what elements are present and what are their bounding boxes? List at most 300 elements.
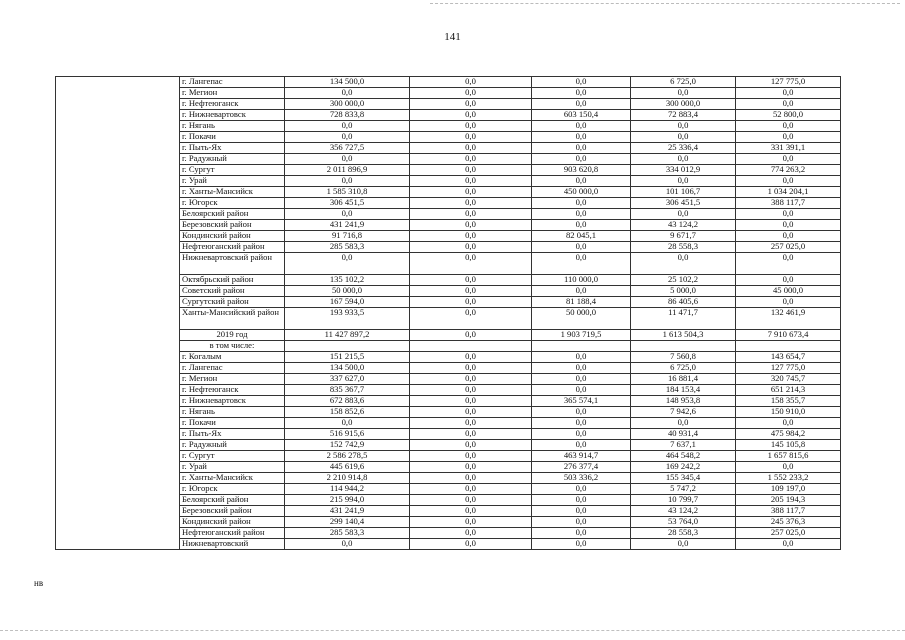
table-row bbox=[56, 209, 841, 220]
value-cell: 0,0 bbox=[410, 253, 532, 275]
value-cell: 0,0 bbox=[410, 528, 532, 539]
blank-left-cell bbox=[56, 242, 180, 253]
blank-left-cell bbox=[56, 385, 180, 396]
value-cell: 0,0 bbox=[532, 154, 631, 165]
blank-left-cell bbox=[56, 462, 180, 473]
value-cell: 0,0 bbox=[532, 286, 631, 297]
scan-bottom-edge bbox=[0, 630, 905, 631]
value-cell: 0,0 bbox=[532, 517, 631, 528]
value-cell: 0,0 bbox=[410, 209, 532, 220]
value-cell: 445 619,6 bbox=[285, 462, 410, 473]
value-cell: 0,0 bbox=[410, 220, 532, 231]
value-cell: 0,0 bbox=[631, 253, 736, 275]
value-cell: 0,0 bbox=[410, 143, 532, 154]
value-cell: 431 241,9 bbox=[285, 506, 410, 517]
value-cell: 0,0 bbox=[410, 484, 532, 495]
table-row bbox=[56, 363, 841, 374]
value-cell: 151 215,5 bbox=[285, 352, 410, 363]
value-cell: 72 883,4 bbox=[631, 110, 736, 121]
value-cell: 516 915,6 bbox=[285, 429, 410, 440]
value-cell bbox=[736, 341, 841, 352]
territory-name-cell: г. Нягань bbox=[180, 407, 285, 418]
value-cell: 2 011 896,9 bbox=[285, 165, 410, 176]
value-cell: 0,0 bbox=[736, 231, 841, 242]
value-cell: 0,0 bbox=[410, 242, 532, 253]
value-cell: 82 045,1 bbox=[532, 231, 631, 242]
table-row bbox=[56, 495, 841, 506]
value-cell: 0,0 bbox=[410, 385, 532, 396]
value-cell: 1 613 504,3 bbox=[631, 330, 736, 341]
value-cell: 11 471,7 bbox=[631, 308, 736, 330]
territory-name-cell: г. Мегион bbox=[180, 88, 285, 99]
value-cell: 257 025,0 bbox=[736, 242, 841, 253]
blank-left-cell bbox=[56, 528, 180, 539]
value-cell: 127 775,0 bbox=[736, 77, 841, 88]
value-cell: 0,0 bbox=[532, 209, 631, 220]
value-cell: 0,0 bbox=[736, 297, 841, 308]
blank-left-cell bbox=[56, 407, 180, 418]
value-cell: 2 210 914,8 bbox=[285, 473, 410, 484]
blank-left-cell bbox=[56, 374, 180, 385]
value-cell: 1 657 815,6 bbox=[736, 451, 841, 462]
table-row bbox=[56, 154, 841, 165]
blank-left-cell bbox=[56, 396, 180, 407]
blank-left-cell bbox=[56, 154, 180, 165]
blank-left-cell bbox=[56, 506, 180, 517]
value-cell: 0,0 bbox=[410, 121, 532, 132]
value-cell: 0,0 bbox=[532, 143, 631, 154]
value-cell: 0,0 bbox=[285, 176, 410, 187]
value-cell: 0,0 bbox=[736, 176, 841, 187]
table-row bbox=[56, 407, 841, 418]
value-cell: 91 716,8 bbox=[285, 231, 410, 242]
value-cell: 134 500,0 bbox=[285, 77, 410, 88]
value-cell: 0,0 bbox=[532, 440, 631, 451]
value-cell: 9 671,7 bbox=[631, 231, 736, 242]
table-row bbox=[56, 528, 841, 539]
table-row bbox=[56, 462, 841, 473]
value-cell: 0,0 bbox=[736, 209, 841, 220]
value-cell: 1 034 204,1 bbox=[736, 187, 841, 198]
value-cell: 334 012,9 bbox=[631, 165, 736, 176]
table-row bbox=[56, 308, 841, 330]
table-row bbox=[56, 88, 841, 99]
table-row bbox=[56, 143, 841, 154]
table-row bbox=[56, 517, 841, 528]
table-row bbox=[56, 374, 841, 385]
value-cell: 431 241,9 bbox=[285, 220, 410, 231]
value-cell: 7 637,1 bbox=[631, 440, 736, 451]
value-cell: 0,0 bbox=[631, 176, 736, 187]
blank-left-cell bbox=[56, 451, 180, 462]
value-cell: 365 574,1 bbox=[532, 396, 631, 407]
blank-left-cell bbox=[56, 88, 180, 99]
table-row bbox=[56, 297, 841, 308]
blank-left-cell bbox=[56, 330, 180, 341]
value-cell: 1 552 233,2 bbox=[736, 473, 841, 484]
territory-name-cell: в том числе: bbox=[180, 341, 285, 352]
value-cell: 475 984,2 bbox=[736, 429, 841, 440]
territory-name-cell: Белоярский район bbox=[180, 209, 285, 220]
value-cell: 0,0 bbox=[532, 198, 631, 209]
value-cell: 450 000,0 bbox=[532, 187, 631, 198]
table-row bbox=[56, 418, 841, 429]
value-cell: 0,0 bbox=[736, 132, 841, 143]
value-cell: 0,0 bbox=[410, 187, 532, 198]
table-row bbox=[56, 165, 841, 176]
blank-left-cell bbox=[56, 132, 180, 143]
table-row bbox=[56, 231, 841, 242]
value-cell: 2 586 278,5 bbox=[285, 451, 410, 462]
blank-left-cell bbox=[56, 99, 180, 110]
table-row bbox=[56, 451, 841, 462]
territory-name-cell: 2019 год bbox=[180, 330, 285, 341]
table-row bbox=[56, 253, 841, 275]
value-cell: 774 263,2 bbox=[736, 165, 841, 176]
blank-left-cell bbox=[56, 429, 180, 440]
value-cell: 0,0 bbox=[410, 110, 532, 121]
value-cell: 167 594,0 bbox=[285, 297, 410, 308]
value-cell: 0,0 bbox=[631, 121, 736, 132]
value-cell bbox=[631, 341, 736, 352]
value-cell: 320 745,7 bbox=[736, 374, 841, 385]
territory-name-cell: г. Когалым bbox=[180, 352, 285, 363]
table-row bbox=[56, 286, 841, 297]
table-row bbox=[56, 77, 841, 88]
territory-name-cell: г. Сургут bbox=[180, 451, 285, 462]
blank-left-cell bbox=[56, 473, 180, 484]
blank-left-cell bbox=[56, 308, 180, 330]
value-cell: 0,0 bbox=[285, 121, 410, 132]
table-row bbox=[56, 110, 841, 121]
blank-left-cell bbox=[56, 187, 180, 198]
value-cell: 0,0 bbox=[410, 308, 532, 330]
value-cell: 0,0 bbox=[410, 132, 532, 143]
value-cell: 0,0 bbox=[410, 363, 532, 374]
table-row bbox=[56, 198, 841, 209]
value-cell: 0,0 bbox=[410, 451, 532, 462]
value-cell: 356 727,5 bbox=[285, 143, 410, 154]
territory-name-cell: г. Лангепас bbox=[180, 363, 285, 374]
value-cell: 28 558,3 bbox=[631, 528, 736, 539]
blank-left-cell bbox=[56, 341, 180, 352]
blank-left-cell bbox=[56, 297, 180, 308]
value-cell: 184 153,4 bbox=[631, 385, 736, 396]
value-cell: 0,0 bbox=[410, 440, 532, 451]
table-row bbox=[56, 396, 841, 407]
value-cell: 193 933,5 bbox=[285, 308, 410, 330]
value-cell: 0,0 bbox=[736, 539, 841, 550]
value-cell: 0,0 bbox=[532, 506, 631, 517]
value-cell: 0,0 bbox=[532, 176, 631, 187]
value-cell: 0,0 bbox=[410, 286, 532, 297]
territory-name-cell: Нижневартовский bbox=[180, 539, 285, 550]
value-cell: 0,0 bbox=[532, 429, 631, 440]
value-cell: 0,0 bbox=[285, 88, 410, 99]
value-cell: 0,0 bbox=[631, 539, 736, 550]
blank-left-cell bbox=[56, 363, 180, 374]
territory-name-cell: г. Пыть-Ях bbox=[180, 143, 285, 154]
value-cell: 0,0 bbox=[532, 132, 631, 143]
value-cell: 25 102,2 bbox=[631, 275, 736, 286]
value-cell: 0,0 bbox=[410, 88, 532, 99]
value-cell: 0,0 bbox=[285, 154, 410, 165]
value-cell: 28 558,3 bbox=[631, 242, 736, 253]
value-cell: 0,0 bbox=[736, 88, 841, 99]
value-cell bbox=[532, 341, 631, 352]
value-cell: 463 914,7 bbox=[532, 451, 631, 462]
value-cell: 11 427 897,2 bbox=[285, 330, 410, 341]
territory-name-cell: Кондинский район bbox=[180, 517, 285, 528]
value-cell: 110 000,0 bbox=[532, 275, 631, 286]
value-cell: 0,0 bbox=[285, 539, 410, 550]
value-cell: 0,0 bbox=[532, 363, 631, 374]
value-cell: 1 585 310,8 bbox=[285, 187, 410, 198]
value-cell: 300 000,0 bbox=[285, 99, 410, 110]
value-cell: 6 725,0 bbox=[631, 77, 736, 88]
territory-name-cell: Березовский район bbox=[180, 506, 285, 517]
value-cell: 0,0 bbox=[736, 418, 841, 429]
value-cell: 0,0 bbox=[736, 275, 841, 286]
value-cell: 337 627,0 bbox=[285, 374, 410, 385]
value-cell: 205 194,3 bbox=[736, 495, 841, 506]
value-cell: 7 942,6 bbox=[631, 407, 736, 418]
value-cell: 114 944,2 bbox=[285, 484, 410, 495]
page-number: 141 bbox=[444, 31, 461, 43]
value-cell: 0,0 bbox=[410, 429, 532, 440]
value-cell: 0,0 bbox=[410, 99, 532, 110]
value-cell: 135 102,2 bbox=[285, 275, 410, 286]
value-cell: 728 833,8 bbox=[285, 110, 410, 121]
value-cell: 0,0 bbox=[631, 88, 736, 99]
value-cell: 0,0 bbox=[736, 121, 841, 132]
territory-name-cell: Нефтеюганский район bbox=[180, 242, 285, 253]
value-cell: 603 150,4 bbox=[532, 110, 631, 121]
table-row bbox=[56, 352, 841, 363]
blank-left-cell bbox=[56, 165, 180, 176]
value-cell: 651 214,3 bbox=[736, 385, 841, 396]
value-cell: 0,0 bbox=[410, 506, 532, 517]
blank-left-cell bbox=[56, 418, 180, 429]
territory-name-cell: г. Ханты-Мансийск bbox=[180, 187, 285, 198]
table-row bbox=[56, 429, 841, 440]
value-cell: 155 345,4 bbox=[631, 473, 736, 484]
territory-name-cell: г. Покачи bbox=[180, 132, 285, 143]
territory-name-cell: Нефтеюганский район bbox=[180, 528, 285, 539]
value-cell: 5 000,0 bbox=[631, 286, 736, 297]
value-cell: 0,0 bbox=[410, 176, 532, 187]
table-row bbox=[56, 99, 841, 110]
value-cell: 0,0 bbox=[410, 77, 532, 88]
value-cell: 0,0 bbox=[532, 77, 631, 88]
value-cell: 145 105,8 bbox=[736, 440, 841, 451]
value-cell: 0,0 bbox=[532, 99, 631, 110]
value-cell: 0,0 bbox=[532, 352, 631, 363]
territory-name-cell: г. Радужный bbox=[180, 440, 285, 451]
value-cell: 0,0 bbox=[285, 209, 410, 220]
territory-name-cell: г. Пыть-Ях bbox=[180, 429, 285, 440]
value-cell: 0,0 bbox=[285, 418, 410, 429]
value-cell: 6 725,0 bbox=[631, 363, 736, 374]
territory-name-cell: г. Нефтеюганск bbox=[180, 385, 285, 396]
value-cell: 109 197,0 bbox=[736, 484, 841, 495]
blank-left-cell bbox=[56, 198, 180, 209]
value-cell: 5 747,2 bbox=[631, 484, 736, 495]
value-cell: 0,0 bbox=[532, 242, 631, 253]
table-row bbox=[56, 341, 841, 352]
table-row bbox=[56, 385, 841, 396]
value-cell: 0,0 bbox=[410, 495, 532, 506]
blank-left-cell bbox=[56, 231, 180, 242]
table-row bbox=[56, 473, 841, 484]
table-row bbox=[56, 275, 841, 286]
value-cell: 148 953,8 bbox=[631, 396, 736, 407]
value-cell: 81 188,4 bbox=[532, 297, 631, 308]
blank-left-cell bbox=[56, 121, 180, 132]
blank-left-cell bbox=[56, 77, 180, 88]
value-cell: 158 852,6 bbox=[285, 407, 410, 418]
value-cell: 464 548,2 bbox=[631, 451, 736, 462]
value-cell: 0,0 bbox=[410, 352, 532, 363]
value-cell: 45 000,0 bbox=[736, 286, 841, 297]
value-cell bbox=[285, 341, 410, 352]
territory-name-cell: г. Нижневартовск bbox=[180, 396, 285, 407]
value-cell: 158 355,7 bbox=[736, 396, 841, 407]
value-cell: 0,0 bbox=[410, 275, 532, 286]
territory-name-cell: Советский район bbox=[180, 286, 285, 297]
value-cell: 101 106,7 bbox=[631, 187, 736, 198]
value-cell: 388 117,7 bbox=[736, 506, 841, 517]
table-row bbox=[56, 484, 841, 495]
value-cell: 903 620,8 bbox=[532, 165, 631, 176]
table-row bbox=[56, 187, 841, 198]
territory-name-cell: Сургутский район bbox=[180, 297, 285, 308]
value-cell: 0,0 bbox=[410, 297, 532, 308]
value-cell: 257 025,0 bbox=[736, 528, 841, 539]
table-row bbox=[56, 220, 841, 231]
value-cell: 0,0 bbox=[532, 495, 631, 506]
value-cell: 300 000,0 bbox=[631, 99, 736, 110]
blank-left-cell bbox=[56, 176, 180, 187]
blank-left-cell bbox=[56, 286, 180, 297]
value-cell: 134 500,0 bbox=[285, 363, 410, 374]
value-cell: 0,0 bbox=[410, 374, 532, 385]
table-row bbox=[56, 539, 841, 550]
territory-name-cell: г. Сургут bbox=[180, 165, 285, 176]
value-cell: 0,0 bbox=[532, 253, 631, 275]
blank-left-cell bbox=[56, 484, 180, 495]
territory-name-cell: Березовский район bbox=[180, 220, 285, 231]
value-cell: 132 461,9 bbox=[736, 308, 841, 330]
value-cell: 0,0 bbox=[410, 517, 532, 528]
territory-name-cell: г. Ханты-Мансийск bbox=[180, 473, 285, 484]
value-cell: 52 800,0 bbox=[736, 110, 841, 121]
value-cell: 0,0 bbox=[532, 88, 631, 99]
territory-name-cell: г. Лангепас bbox=[180, 77, 285, 88]
value-cell: 0,0 bbox=[410, 231, 532, 242]
value-cell: 0,0 bbox=[736, 253, 841, 275]
value-cell: 0,0 bbox=[410, 539, 532, 550]
value-cell: 40 931,4 bbox=[631, 429, 736, 440]
value-cell: 7 560,8 bbox=[631, 352, 736, 363]
blank-left-cell bbox=[56, 253, 180, 275]
value-cell: 150 910,0 bbox=[736, 407, 841, 418]
value-cell: 143 654,7 bbox=[736, 352, 841, 363]
value-cell: 0,0 bbox=[532, 121, 631, 132]
territory-name-cell: г. Урай bbox=[180, 462, 285, 473]
value-cell: 43 124,2 bbox=[631, 506, 736, 517]
value-cell: 0,0 bbox=[532, 418, 631, 429]
territory-name-cell: Ханты-Мансийский район bbox=[180, 308, 285, 330]
value-cell: 152 742,9 bbox=[285, 440, 410, 451]
value-cell: 0,0 bbox=[532, 374, 631, 385]
value-cell: 50 000,0 bbox=[532, 308, 631, 330]
value-cell: 0,0 bbox=[410, 198, 532, 209]
value-cell: 0,0 bbox=[285, 253, 410, 275]
value-cell: 306 451,5 bbox=[285, 198, 410, 209]
value-cell: 0,0 bbox=[285, 132, 410, 143]
table-row bbox=[56, 132, 841, 143]
value-cell: 7 910 673,4 bbox=[736, 330, 841, 341]
value-cell: 0,0 bbox=[532, 484, 631, 495]
blank-left-cell bbox=[56, 539, 180, 550]
value-cell: 0,0 bbox=[631, 418, 736, 429]
value-cell: 835 367,7 bbox=[285, 385, 410, 396]
table-row bbox=[56, 506, 841, 517]
value-cell: 0,0 bbox=[532, 528, 631, 539]
budget-table bbox=[55, 76, 841, 550]
value-cell: 672 883,6 bbox=[285, 396, 410, 407]
blank-left-cell bbox=[56, 495, 180, 506]
territory-name-cell: Октябрьский район bbox=[180, 275, 285, 286]
territory-name-cell: Кондинский район bbox=[180, 231, 285, 242]
value-cell: 0,0 bbox=[631, 132, 736, 143]
value-cell: 43 124,2 bbox=[631, 220, 736, 231]
value-cell: 0,0 bbox=[532, 539, 631, 550]
value-cell: 388 117,7 bbox=[736, 198, 841, 209]
blank-left-cell bbox=[56, 275, 180, 286]
value-cell: 245 376,3 bbox=[736, 517, 841, 528]
blank-left-cell bbox=[56, 517, 180, 528]
value-cell: 285 583,3 bbox=[285, 242, 410, 253]
value-cell: 0,0 bbox=[532, 407, 631, 418]
blank-left-cell bbox=[56, 209, 180, 220]
value-cell: 285 583,3 bbox=[285, 528, 410, 539]
value-cell: 276 377,4 bbox=[532, 462, 631, 473]
value-cell: 0,0 bbox=[532, 385, 631, 396]
value-cell: 0,0 bbox=[736, 462, 841, 473]
table-row bbox=[56, 121, 841, 132]
blank-left-cell bbox=[56, 220, 180, 231]
territory-name-cell: Нижневартовский район bbox=[180, 253, 285, 275]
value-cell: 25 336,4 bbox=[631, 143, 736, 154]
blank-left-cell bbox=[56, 143, 180, 154]
value-cell: 0,0 bbox=[410, 396, 532, 407]
territory-name-cell: г. Урай bbox=[180, 176, 285, 187]
value-cell: 50 000,0 bbox=[285, 286, 410, 297]
territory-name-cell: г. Радужный bbox=[180, 154, 285, 165]
value-cell: 0,0 bbox=[736, 154, 841, 165]
territory-name-cell: г. Мегион bbox=[180, 374, 285, 385]
territory-name-cell: г. Югорск bbox=[180, 198, 285, 209]
value-cell: 0,0 bbox=[532, 220, 631, 231]
value-cell: 0,0 bbox=[736, 220, 841, 231]
table-row bbox=[56, 330, 841, 341]
value-cell: 331 391,1 bbox=[736, 143, 841, 154]
value-cell: 306 451,5 bbox=[631, 198, 736, 209]
territory-name-cell: Белоярский район bbox=[180, 495, 285, 506]
value-cell: 503 336,2 bbox=[532, 473, 631, 484]
